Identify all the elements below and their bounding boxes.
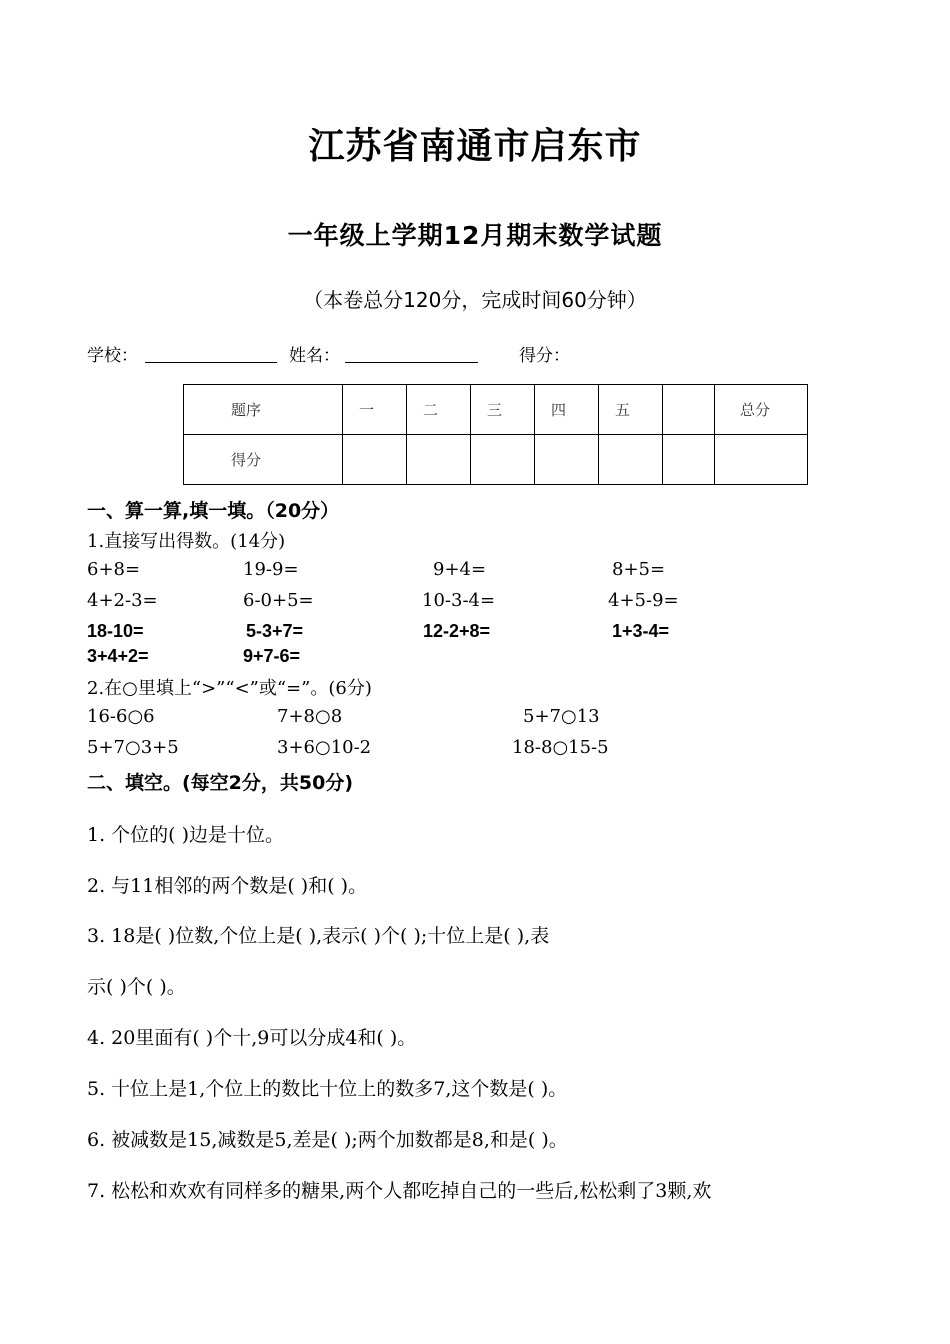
compare-item: 7+8○8	[277, 706, 343, 727]
calc-item: 1+3-4=	[612, 621, 670, 641]
fill-question: 4. 20里面有( )个十,9可以分成4和( )。	[87, 1027, 417, 1049]
score-input-cell[interactable]	[715, 435, 808, 485]
compare-item: 3+6○10-2	[277, 737, 372, 758]
score-cell: 得分	[184, 435, 343, 485]
calc-item: 10-3-4=	[422, 590, 496, 611]
score-label: 得分：	[519, 346, 570, 366]
fill-question: 6. 被减数是15,减数是5,差是( );两个加数都是8,和是( )。	[87, 1129, 568, 1151]
score-cell: 题序	[184, 385, 343, 435]
compare-item: 5+7○13	[523, 706, 600, 727]
fill-question: 1. 个位的( )边是十位。	[87, 824, 285, 846]
score-table	[183, 384, 808, 485]
calc-item: 5-3+7=	[246, 621, 304, 641]
fill-question: 5. 十位上是1,个位上的数比十位上的数多7,这个数是( )。	[87, 1078, 568, 1100]
document-title: 江苏省南通市启东市	[308, 126, 642, 167]
section1-heading: 一、算一算,填一填。（20分）	[87, 500, 340, 522]
score-input-cell[interactable]	[343, 435, 407, 485]
score-cell: 五	[599, 385, 663, 435]
compare-item: 5+7○3+5	[87, 737, 179, 758]
section2-heading: 二、填空。(每空2分，共50分)	[87, 772, 354, 794]
school-blank	[145, 362, 277, 363]
calc-item: 8+5=	[612, 559, 666, 580]
document-subtitle: 一年级上学期12月期末数学试题	[287, 221, 663, 250]
score-table-score-row	[184, 435, 808, 485]
fill-question: 3. 18是( )位数,个位上是( ),表示( )个( );十位上是( ),表	[87, 925, 550, 947]
calc-item: 18-10=	[87, 621, 144, 641]
compare-item: 18-8○15-5	[512, 737, 609, 758]
school-label: 学校：	[87, 346, 138, 366]
calc-item: 9+4=	[433, 559, 487, 580]
score-cell: 二	[407, 385, 471, 435]
score-cell: 三	[471, 385, 535, 435]
calc-item: 6-0+5=	[243, 590, 314, 611]
fill-question: 7. 松松和欢欢有同样多的糖果,两个人都吃掉自己的一些后,松松剩了3颗,欢	[87, 1180, 712, 1202]
q1-title: 1.直接写出得数。(14分)	[87, 531, 286, 552]
calc-item: 6+8=	[87, 559, 141, 580]
calc-item: 3+4+2=	[87, 646, 149, 666]
calc-item: 4+2-3=	[87, 590, 158, 611]
score-input-cell[interactable]	[663, 435, 715, 485]
score-input-cell[interactable]	[407, 435, 471, 485]
calc-item: 9+7-6=	[243, 646, 301, 666]
compare-item: 16-6○6	[87, 706, 155, 727]
fill-question: 示( )个( )。	[87, 976, 186, 998]
score-cell: 一	[343, 385, 407, 435]
score-cell: 总分	[715, 385, 808, 435]
score-input-cell[interactable]	[535, 435, 599, 485]
calc-item: 12-2+8=	[423, 621, 491, 641]
score-input-cell[interactable]	[471, 435, 535, 485]
score-table-header-row	[184, 385, 808, 435]
name-label: 姓名：	[289, 346, 340, 366]
calc-item: 4+5-9=	[608, 590, 679, 611]
calc-item: 19-9=	[243, 559, 299, 580]
fill-question: 2. 与11相邻的两个数是( )和( )。	[87, 875, 368, 897]
exam-note: （本卷总分120分，完成时间60分钟）	[303, 288, 647, 312]
score-cell	[663, 385, 715, 435]
score-cell: 四	[535, 385, 599, 435]
q2-title: 2.在○里填上“>”“<”或“=”。(6分)	[87, 678, 372, 699]
name-blank	[345, 362, 478, 363]
score-input-cell[interactable]	[599, 435, 663, 485]
